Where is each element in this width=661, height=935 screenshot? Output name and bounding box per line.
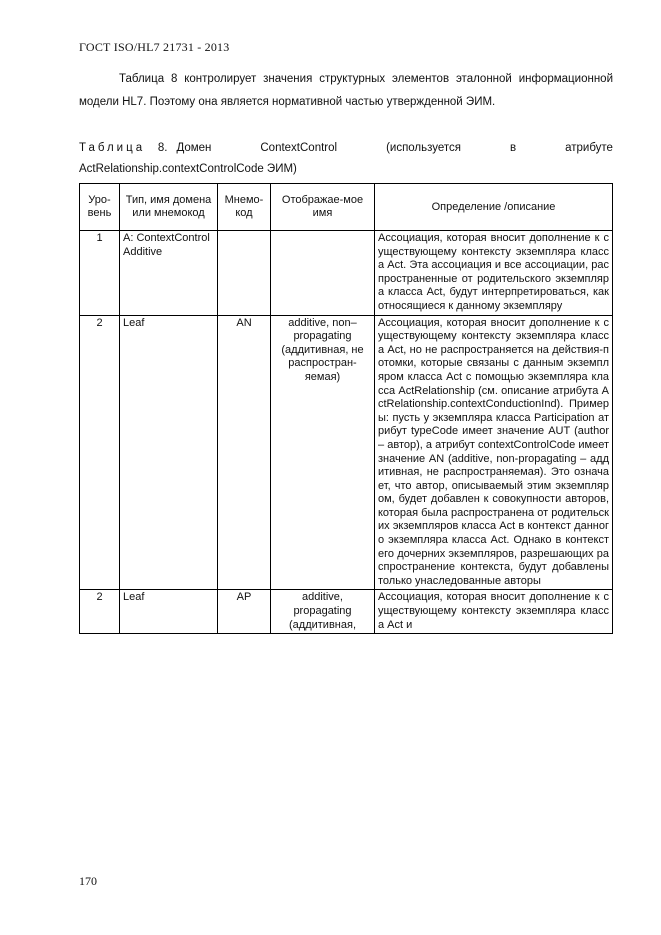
table-caption xyxy=(79,138,613,180)
caption-line-1 xyxy=(79,138,613,159)
header-display: Отображае-мое имя xyxy=(271,184,375,231)
caption-line-2: ActRelationship.contextControlCode ЭИМ) xyxy=(79,163,297,175)
header-level: Уро-вень xyxy=(80,184,120,231)
cell-level: 2 xyxy=(80,315,120,590)
cell-mnemo: AP xyxy=(218,590,271,634)
cell-display: additive, propagating (аддитивная, xyxy=(271,590,375,634)
cell-definition: Ассоциация, которая вносит дополнение к существующему контексту экземпляра класса Act. Эта ассоциация и все ассоциации, распространенные от родительского экземпляра класса Act, будут интерпретироваться, как относящиеся к данному экземпляру xyxy=(375,231,613,316)
cell-type: A: ContextControl Additive xyxy=(120,231,218,316)
caption-label: Таблица 8. xyxy=(79,142,168,154)
cell-mnemo: AN xyxy=(218,315,271,590)
header-type: Тип, имя домена или мнемокод xyxy=(120,184,218,231)
cell-mnemo xyxy=(218,231,271,316)
page-number: 170 xyxy=(79,874,97,888)
table-header-row xyxy=(80,184,613,231)
document-header: ГОСТ ISO/HL7 21731 - 2013 xyxy=(79,40,230,54)
header-mnemo: Мнемо-код xyxy=(218,184,271,231)
table-row xyxy=(80,315,613,590)
cell-type: Leaf xyxy=(120,315,218,590)
caption-domain-name: ContextControl xyxy=(260,142,338,154)
cell-level: 2 xyxy=(80,590,120,634)
domain-table xyxy=(79,183,613,634)
caption-word-4: в xyxy=(510,142,517,154)
caption-word-5: атрибуте xyxy=(565,142,613,154)
caption-word-1: Домен xyxy=(176,142,212,154)
cell-definition: Ассоциация, которая вносит дополнение к существующему контексту экземпляра класса Act и xyxy=(375,590,613,634)
table-row xyxy=(80,590,613,634)
intro-text: Таблица 8 контролирует значения структурных элементов эталонной информационной модели HL7. Поэтому она является нормативной частью утвержденной ЭИМ. xyxy=(79,73,613,108)
header-definition: Определение /описание xyxy=(375,184,613,231)
caption-word-3: (используется xyxy=(386,142,462,154)
cell-definition: Ассоциация, которая вносит дополнение к существующему контексту экземпляра класса Act, но не распространяется на действия-потомки, которые связаны с данным экземпляром класса Act с помощью экземпляра класса ActRelationship (см. описание атрибута ActRelationship.contextConductionInd). Примеры: пусть у экземпляра класса Participation атрибут typeCode имеет значение AUT (author – автор), а атрибут contextControlCode имеет значение AN (additive, non-propagating – аддитивная, не распространяемая). Это означает, что автор, описываемый этим экземпляром, будет добавлен к совокупности авторов, которая была распространена от родительских экземпляров класса Act в контекст данного экземпляра класса Act. Однако в контекст его дочерних экземпляров, разрешающих распространение контекста, будут добавлены только унаследованные авторы xyxy=(375,315,613,590)
table-row xyxy=(80,231,613,316)
cell-type: Leaf xyxy=(120,590,218,634)
cell-display: additive, non–propagating (аддитивная, не распростран-яемая) xyxy=(271,315,375,590)
intro-paragraph xyxy=(79,68,613,114)
cell-level: 1 xyxy=(80,231,120,316)
cell-display xyxy=(271,231,375,316)
